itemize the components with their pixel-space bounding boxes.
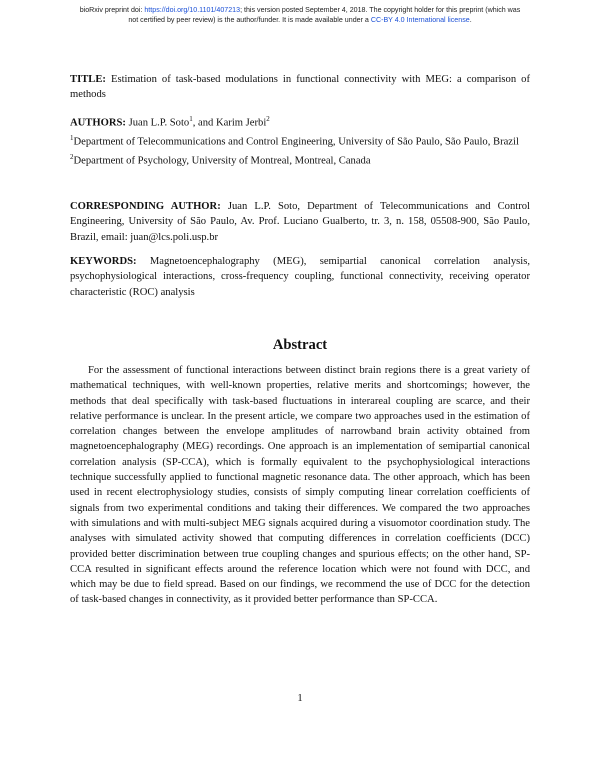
affiliation-mark: 2: [70, 152, 74, 161]
corresponding-label: CORRESPONDING AUTHOR:: [70, 201, 221, 212]
authors-block: [70, 112, 530, 168]
affiliation-text: Department of Psychology, University of Montreal, Montreal, Canada: [73, 155, 371, 167]
affiliation-1: [70, 131, 530, 150]
authors-label: AUTHORS:: [70, 117, 126, 129]
banner-line-1: [0, 6, 600, 16]
keywords-block: [70, 254, 530, 300]
banner-line-2: [0, 16, 600, 26]
keywords-label: KEYWORDS:: [70, 256, 137, 267]
affiliation-2: [70, 150, 530, 169]
title-block: [70, 72, 530, 103]
page-number: 1: [297, 693, 303, 704]
keywords-text: Magnetoencephalography (MEG), semipartial canonical correlation analysis, psychophysiological interactions, cross-frequency coupling, functional connectivity, receiving operator characteristic (ROC) analysis: [70, 256, 530, 298]
affiliation-mark: 1: [70, 133, 74, 142]
preprint-banner: [0, 6, 600, 25]
title-label: TITLE:: [70, 74, 106, 85]
banner-prefix: bioRxiv preprint doi:: [79, 6, 145, 14]
abstract-body: For the assessment of functional interactions between distinct brain regions there is a great variety of mathematical techniques, with well-known properties, relative merits and shortcomings; however, the methods that deal specifically with task-based fluctuations in interareal coupling are scarce, and their relative performance is unclear. In the present article, we compare two approaches used in the estimation of correlation changes between the envelope amplitudes of narrowband brain activity obtained from magnetoencephalography (MEG) recordings. One approach is an implementation of semipartial canonical correlation analysis (SP-CCA), which is formally equivalent to the psychophysiological interactions technique successfully applied to functional magnetic resonance data. The other approach, which has been used in recent electrophysiology studies, consists of simply computing linear correlation coefficients of signals from two experimental conditions and taking their differences. We compared the two approaches with simulations and with multi-subject MEG signals acquired during a visuomotor coordination study. The analyses with simulated activity showed that computing differences in correlation coefficients (DCC) provided better discrimination between true coupling changes and spurious effects; on the other hand, SP-CCA resulted in significant effects around the reference location which were not found with DCC, and which may be due to field spread. Based on our findings, we recommend the use of DCC for the detection of task-based changes in connectivity, as it provided better performance than SP-CCA.: [70, 365, 530, 606]
author-sup-2: 2: [266, 115, 270, 123]
license-link[interactable]: CC-BY 4.0 International license: [370, 15, 470, 24]
author-joiner: , and Karim Jerbi: [192, 117, 267, 129]
corresponding-author-block: [70, 199, 530, 245]
author-sup-1: 1: [189, 115, 193, 123]
banner-copyright-note: ; this version posted September 4, 2018. The copyright holder for this preprint (which was: [240, 6, 521, 14]
abstract-heading: Abstract: [272, 337, 328, 353]
banner-end: .: [469, 15, 472, 24]
paper-title: Estimation of task-based modulations in functional connectivity with MEG: a comparison of methods: [70, 74, 530, 101]
corresponding-text: Juan L.P. Soto, Department of Telecommunications and Control Engineering, University of São Paulo, Av. Prof. Luciano Gualberto, tr. 3, n. 158, 05508-900, São Paulo, Brazil, email: juan@lcs.poli.usp.br: [70, 201, 530, 243]
affiliation-text: Department of Telecommunications and Control Engineering, University of São Paulo, São Paulo, Brazil: [73, 136, 519, 148]
doi-link[interactable]: https://doi.org/10.1101/407213: [144, 6, 241, 14]
author-names: Juan L.P. Soto: [128, 117, 190, 129]
author-line: [70, 112, 530, 131]
banner-license-note: not certified by peer review) is the author/funder. It is made available under a: [128, 15, 371, 24]
